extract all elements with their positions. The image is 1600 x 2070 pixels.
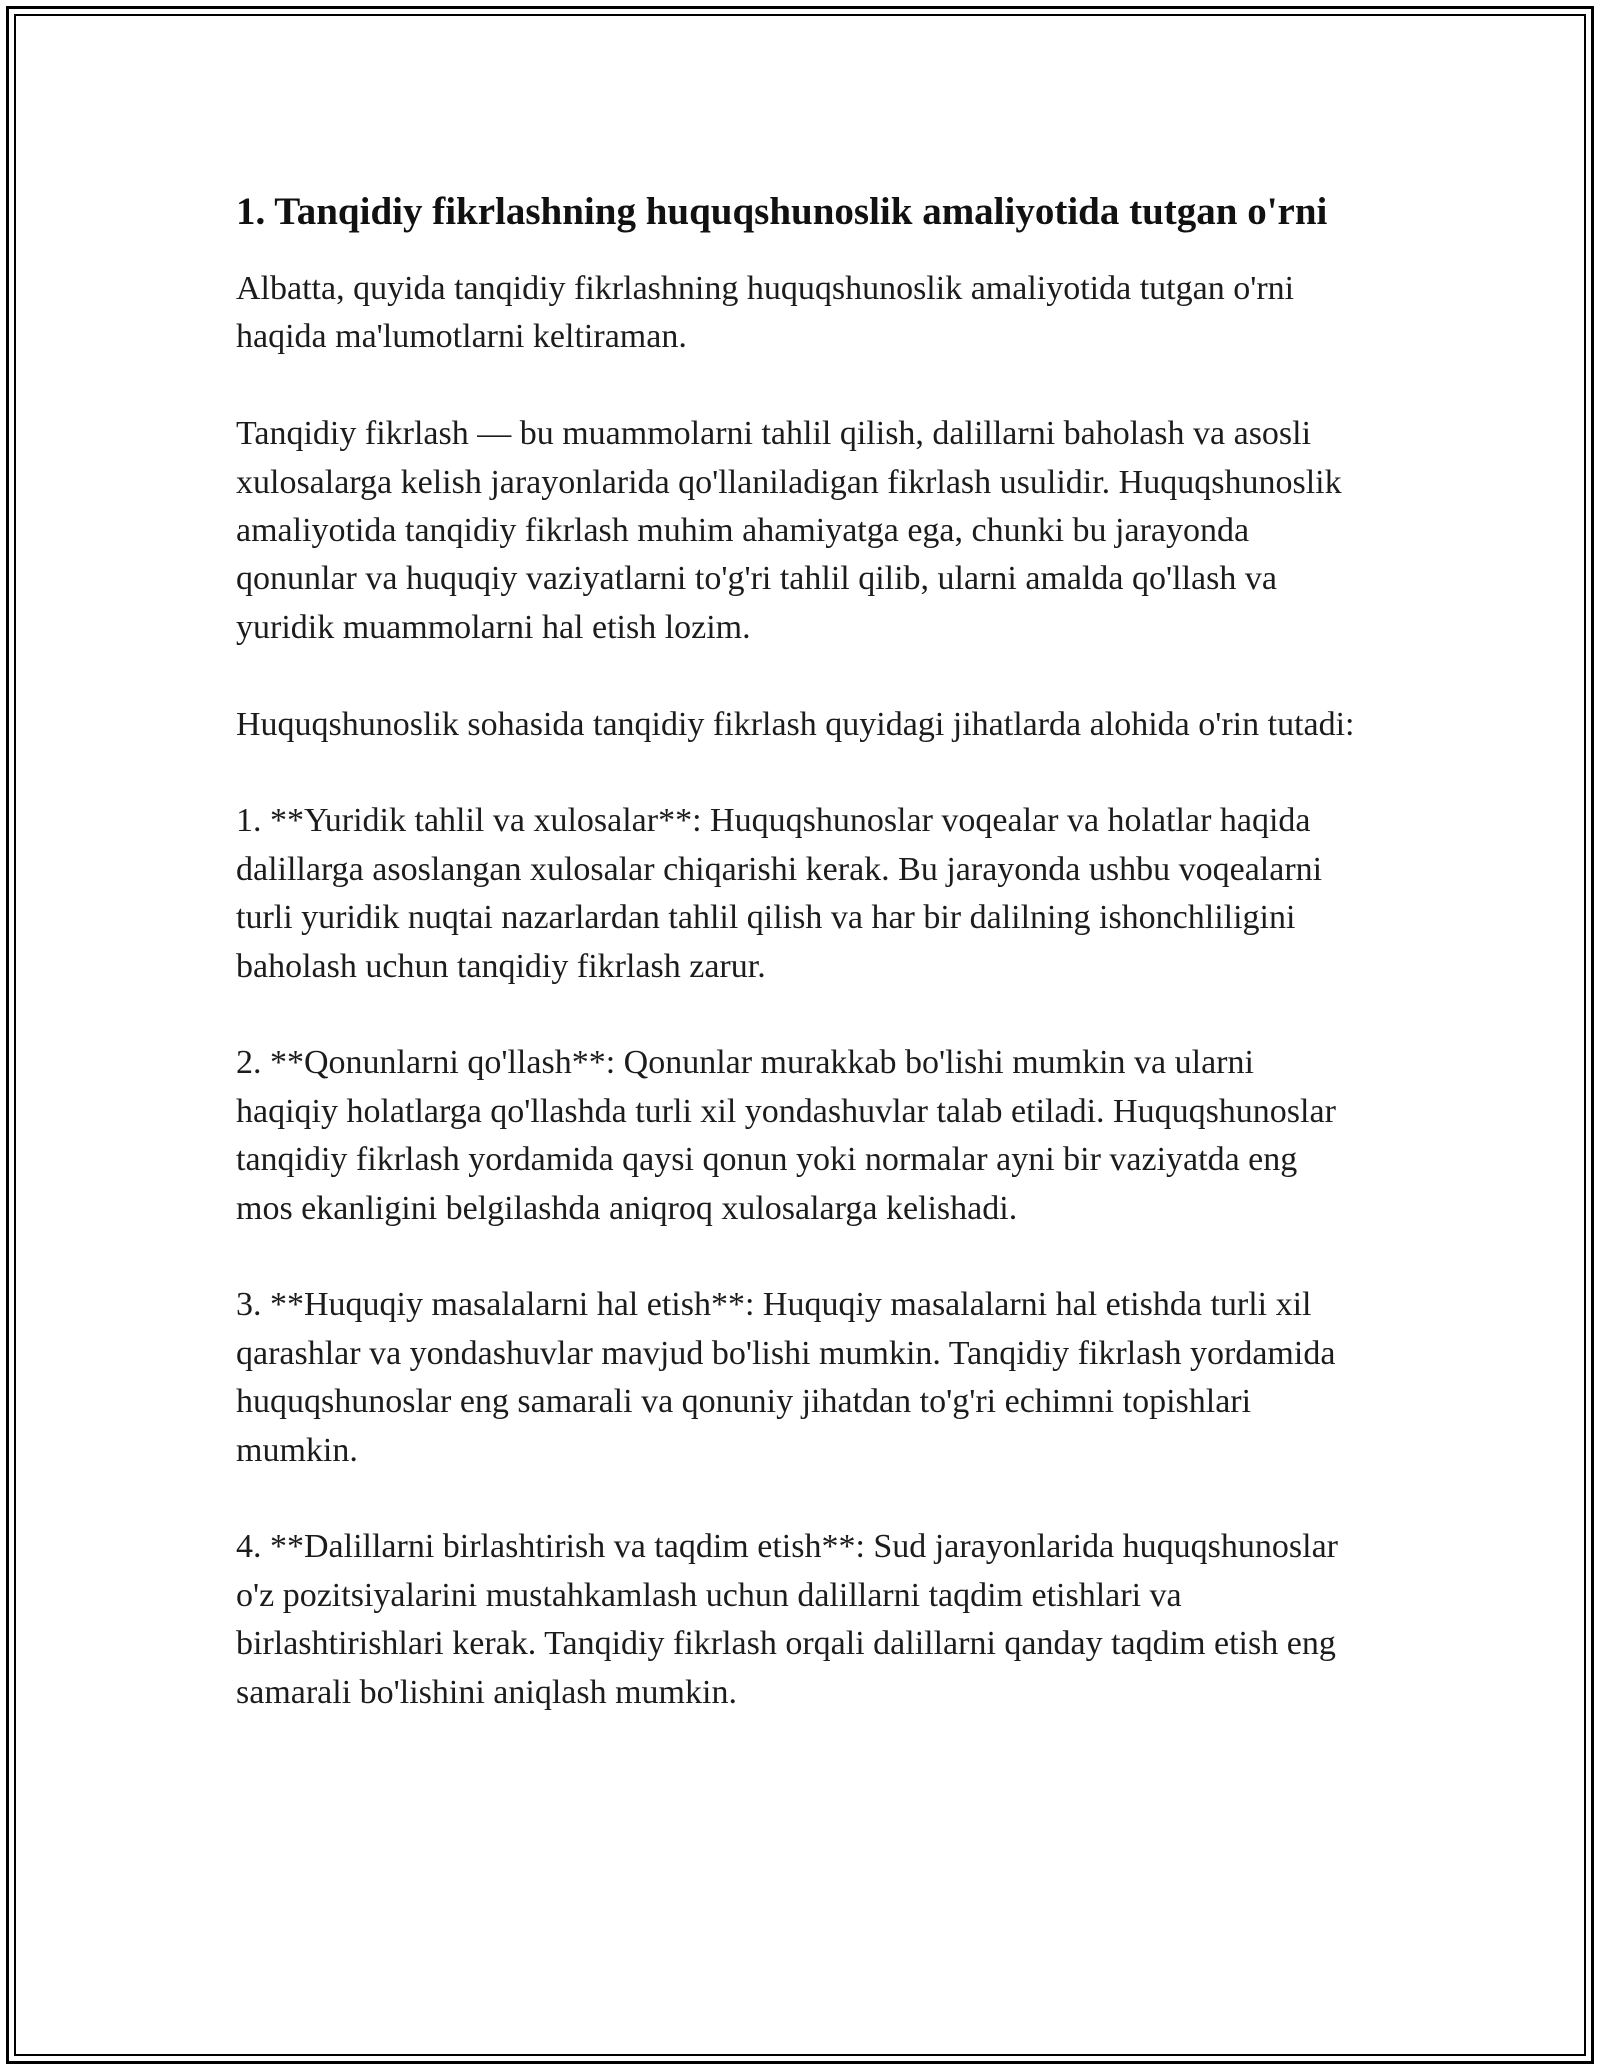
intro-paragraph: Albatta, quyida tanqidiy fikrlashning huquqshunoslik amaliyotida tutgan o'rni haqida ma'lumotlarni keltiraman. [236,270,1295,356]
list-item-solving-legal-issues: 3. **Huquqiy masalalarni hal etish**: Huquqiy masalalarni hal etishda turli xil qarashlar va yondashuvlar mavjud bo'lishi mumkin. Tanqidiy fikrlash yordamida huquqshunoslar eng samarali va qonuniy jihatdan to'g'ri echimni topishlari mumkin. [236,1286,1336,1469]
list-item-applying-laws: 2. **Qonunlarni qo'llash**: Qonunlar murakkab bo'lishi mumkin va ularni haqiqiy holatlarga qo'llashda turli xil yondashuvlar talab etiladi. Huquqshunoslar tanqidiy fikrlash yordamida qaysi qonun yoki normalar ayni bir vaziyatda eng mos ekanligini belgilashda aniqroq xulosalarga kelishadi. [236,1044,1336,1227]
list-item-legal-analysis: 1. **Yuridik tahlil va xulosalar**: Huquqshunoslar voqealar va holatlar haqida dalillarga asoslangan xulosalar chiqarishi kerak. Bu jarayonda ushbu voqealarni turli yuridik nuqtai nazarlardan tahlil qilish va har bir dalilning ishonchliligini baholash uchun tanqidiy fikrlash zarur. [236,802,1323,985]
document-title: 1. Tanqidiy fikrlashning huquqshunoslik amaliyotida tutgan o'rni [236,190,1328,233]
list-item-evidence-presentation: 4. **Dalillarni birlashtirish va taqdim etish**: Sud jarayonlarida huquqshunoslar o'z pozitsiyalarini mustahkamlash uchun dalillarni taqdim etishlari va birlashtirishlari kerak. Tanqidiy fikrlash orqali dalillarni qanday taqdim etish eng samarali bo'lishini aniqlash mumkin. [236,1528,1338,1711]
document-body [236,184,1361,1765]
definition-paragraph: Tanqidiy fikrlash — bu muammolarni tahlil qilish, dalillarni baholash va asosli xulosalarga kelish jarayonlarida qo'llaniladigan fikrlash usulidir. Huquqshunoslik amaliyotida tanqidiy fikrlash muhim ahamiyatga ega, chunki bu jarayonda qonunlar va huquqiy vaziyatlarni to'g'ri tahlil qilib, ularni amalda qo'llash va yuridik muammolarni hal etish lozim. [236,415,1342,646]
aspects-intro-paragraph: Huquqshunoslik sohasida tanqidiy fikrlash quyidagi jihatlarda alohida o'rin tutadi: [236,705,1355,743]
